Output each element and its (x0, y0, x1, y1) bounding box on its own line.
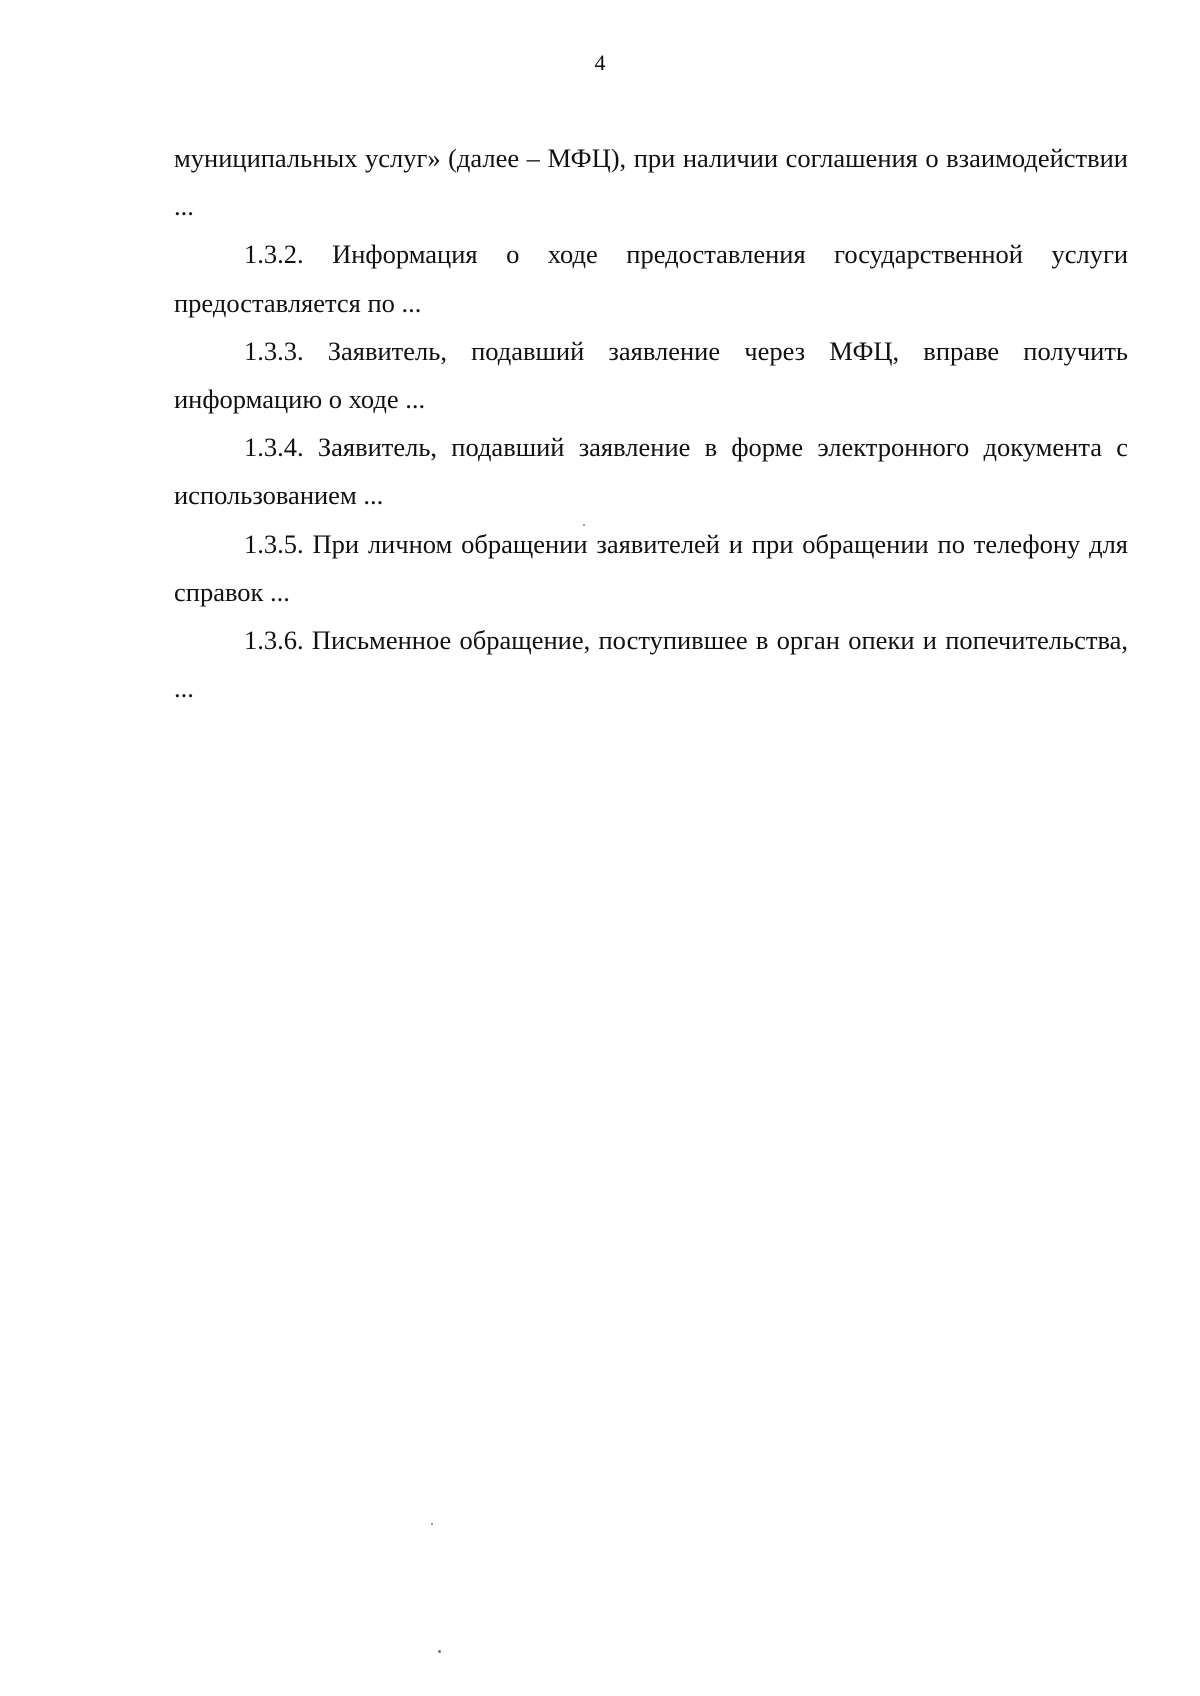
paragraph-1-3-6: 1.3.6. Письменное обращение, поступившее в орган опеки и попечительства, ... (174, 625, 1128, 704)
scan-speck (431, 1523, 433, 1525)
paragraph-continuation: муниципальных услуг» (далее – МФЦ), при наличии соглашения о взаимодействии ... (174, 143, 1128, 222)
paragraph-1-3-5: 1.3.5. При личном обращении заявителей и при обращении по телефону для справок ... (174, 528, 1128, 607)
scan-speck (438, 1650, 441, 1653)
paragraph-1-3-3: 1.3.3. Заявитель, подавший заявление через МФЦ, вправе получить информацию о ходе ... (174, 335, 1128, 415)
document-body (174, 134, 1128, 712)
page-number: 4 (594, 50, 606, 75)
paragraph-1-3-4: 1.3.4. Заявитель, подавший заявление в форме электронного документа с использованием ... (174, 432, 1128, 511)
paragraph-1-3-2: 1.3.2. Информация о ходе предоставления государственной услуги предоставляется по ... (174, 239, 1128, 318)
scan-speck (583, 524, 585, 526)
